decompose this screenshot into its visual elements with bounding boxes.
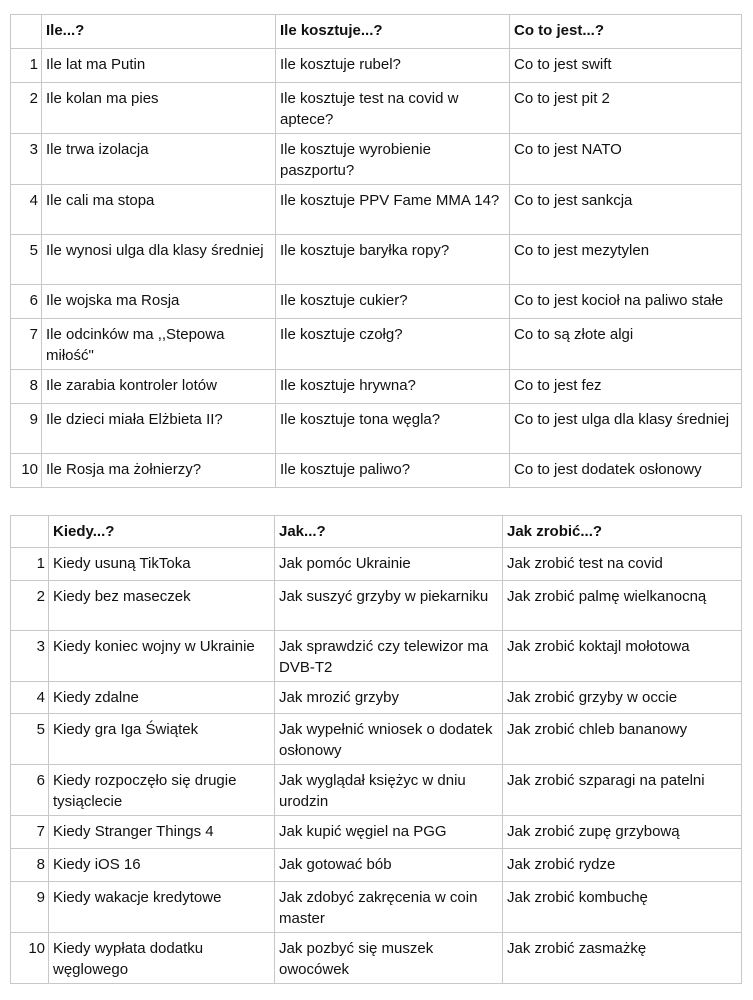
table-row <box>11 134 742 185</box>
table-cell: Jak zrobić zupę grzybową <box>503 816 742 849</box>
table-cell: Co to jest ulga dla klasy średniej <box>510 404 742 454</box>
table-cell: Kiedy bez maseczek <box>49 581 275 631</box>
table-cell: Jak zrobić zasmażkę <box>503 933 742 984</box>
table-cell: Jak zrobić palmę wielkanocną <box>503 581 742 631</box>
table-row <box>11 882 742 933</box>
table-cell: Kiedy Stranger Things 4 <box>49 816 275 849</box>
table-cell: Ile cali ma stopa <box>42 185 276 235</box>
table-cell: Jak zrobić grzyby w occie <box>503 682 742 714</box>
row-number: 8 <box>11 370 42 404</box>
table-cell: Co to są złote algi <box>510 319 742 370</box>
table-row <box>11 714 742 765</box>
table-cell: Jak zrobić chleb bananowy <box>503 714 742 765</box>
search-phrases-table-1 <box>10 14 742 488</box>
row-number: 8 <box>11 849 49 882</box>
table-row <box>11 185 742 235</box>
table-cell: Kiedy koniec wojny w Ukrainie <box>49 631 275 682</box>
table-cell: Ile Rosja ma żołnierzy? <box>42 454 276 488</box>
table-cell: Ile kolan ma pies <box>42 83 276 134</box>
row-number: 10 <box>11 454 42 488</box>
table-row <box>11 370 742 404</box>
column-header-ile: Ile...? <box>42 15 276 49</box>
table-cell: Ile kosztuje test na covid w aptece? <box>276 83 510 134</box>
table-cell: Kiedy iOS 16 <box>49 849 275 882</box>
table-row <box>11 285 742 319</box>
table-cell: Kiedy wypłata dodatku węglowego <box>49 933 275 984</box>
row-number: 3 <box>11 134 42 185</box>
table-row <box>11 454 742 488</box>
table-row <box>11 49 742 83</box>
table-row <box>11 404 742 454</box>
table-cell: Ile wojska ma Rosja <box>42 285 276 319</box>
table-row <box>11 682 742 714</box>
row-number: 2 <box>11 581 49 631</box>
column-header-index <box>11 15 42 49</box>
table-cell: Jak zrobić szparagi na patelni <box>503 765 742 816</box>
table-cell: Kiedy usuną TikToka <box>49 548 275 581</box>
row-number: 7 <box>11 319 42 370</box>
table-cell: Co to jest swift <box>510 49 742 83</box>
table-row <box>11 319 742 370</box>
table-row <box>11 235 742 285</box>
table-cell: Co to jest dodatek osłonowy <box>510 454 742 488</box>
table-cell: Kiedy zdalne <box>49 682 275 714</box>
table-cell: Jak zrobić koktajl mołotowa <box>503 631 742 682</box>
table-cell: Jak zrobić test na covid <box>503 548 742 581</box>
row-number: 1 <box>11 548 49 581</box>
table-cell: Co to jest NATO <box>510 134 742 185</box>
table-row <box>11 83 742 134</box>
row-number: 10 <box>11 933 49 984</box>
table-cell: Kiedy gra Iga Świątek <box>49 714 275 765</box>
table-header-row <box>11 15 742 49</box>
table-cell: Jak zrobić rydze <box>503 849 742 882</box>
table-cell: Jak pozbyć się muszek owocówek <box>275 933 503 984</box>
table-cell: Co to jest kocioł na paliwo stałe <box>510 285 742 319</box>
column-header-index <box>11 516 49 548</box>
table-row <box>11 548 742 581</box>
table-cell: Ile trwa izolacja <box>42 134 276 185</box>
row-number: 5 <box>11 714 49 765</box>
table-header-row <box>11 516 742 548</box>
row-number: 6 <box>11 765 49 816</box>
table-cell: Kiedy wakacje kredytowe <box>49 882 275 933</box>
table-cell: Ile kosztuje hrywna? <box>276 370 510 404</box>
table-cell: Ile dzieci miała Elżbieta II? <box>42 404 276 454</box>
table-row <box>11 933 742 984</box>
table-cell: Co to jest fez <box>510 370 742 404</box>
column-header-co-to-jest: Co to jest...? <box>510 15 742 49</box>
table-cell: Co to jest pit 2 <box>510 83 742 134</box>
search-phrases-table-2 <box>10 515 742 984</box>
table-cell: Ile wynosi ulga dla klasy średniej <box>42 235 276 285</box>
table-cell: Ile kosztuje rubel? <box>276 49 510 83</box>
table-cell: Ile kosztuje tona węgla? <box>276 404 510 454</box>
table-row <box>11 581 742 631</box>
row-number: 4 <box>11 682 49 714</box>
row-number: 2 <box>11 83 42 134</box>
table-cell: Kiedy rozpoczęło się drugie tysiąclecie <box>49 765 275 816</box>
table-cell: Co to jest sankcja <box>510 185 742 235</box>
table-cell: Jak gotować bób <box>275 849 503 882</box>
column-header-kiedy: Kiedy...? <box>49 516 275 548</box>
table-row <box>11 816 742 849</box>
row-number: 5 <box>11 235 42 285</box>
table-cell: Jak zrobić kombuchę <box>503 882 742 933</box>
table-cell: Jak pomóc Ukrainie <box>275 548 503 581</box>
row-number: 1 <box>11 49 42 83</box>
table-cell: Ile lat ma Putin <box>42 49 276 83</box>
table-cell: Ile kosztuje PPV Fame MMA 14? <box>276 185 510 235</box>
table-cell: Ile kosztuje czołg? <box>276 319 510 370</box>
table-cell: Jak zdobyć zakręcenia w coin master <box>275 882 503 933</box>
row-number: 3 <box>11 631 49 682</box>
table-row <box>11 765 742 816</box>
table-cell: Jak wyglądał księżyc w dniu urodzin <box>275 765 503 816</box>
table-cell: Ile kosztuje cukier? <box>276 285 510 319</box>
table-cell: Jak suszyć grzyby w piekarniku <box>275 581 503 631</box>
table-cell: Co to jest mezytylen <box>510 235 742 285</box>
column-header-jak: Jak...? <box>275 516 503 548</box>
row-number: 9 <box>11 882 49 933</box>
table-cell: Ile kosztuje baryłka ropy? <box>276 235 510 285</box>
column-header-jak-zrobic: Jak zrobić...? <box>503 516 742 548</box>
table-cell: Ile odcinków ma ,,Stepowa miłość" <box>42 319 276 370</box>
table-cell: Jak wypełnić wniosek o dodatek osłonowy <box>275 714 503 765</box>
table-cell: Jak kupić węgiel na PGG <box>275 816 503 849</box>
table-cell: Ile zarabia kontroler lotów <box>42 370 276 404</box>
table-cell: Ile kosztuje paliwo? <box>276 454 510 488</box>
row-number: 9 <box>11 404 42 454</box>
table-cell: Jak sprawdzić czy telewizor ma DVB-T2 <box>275 631 503 682</box>
table-row <box>11 849 742 882</box>
column-header-ile-kosztuje: Ile kosztuje...? <box>276 15 510 49</box>
table-row <box>11 631 742 682</box>
row-number: 4 <box>11 185 42 235</box>
table-cell: Jak mrozić grzyby <box>275 682 503 714</box>
row-number: 6 <box>11 285 42 319</box>
table-cell: Ile kosztuje wyrobienie paszportu? <box>276 134 510 185</box>
row-number: 7 <box>11 816 49 849</box>
